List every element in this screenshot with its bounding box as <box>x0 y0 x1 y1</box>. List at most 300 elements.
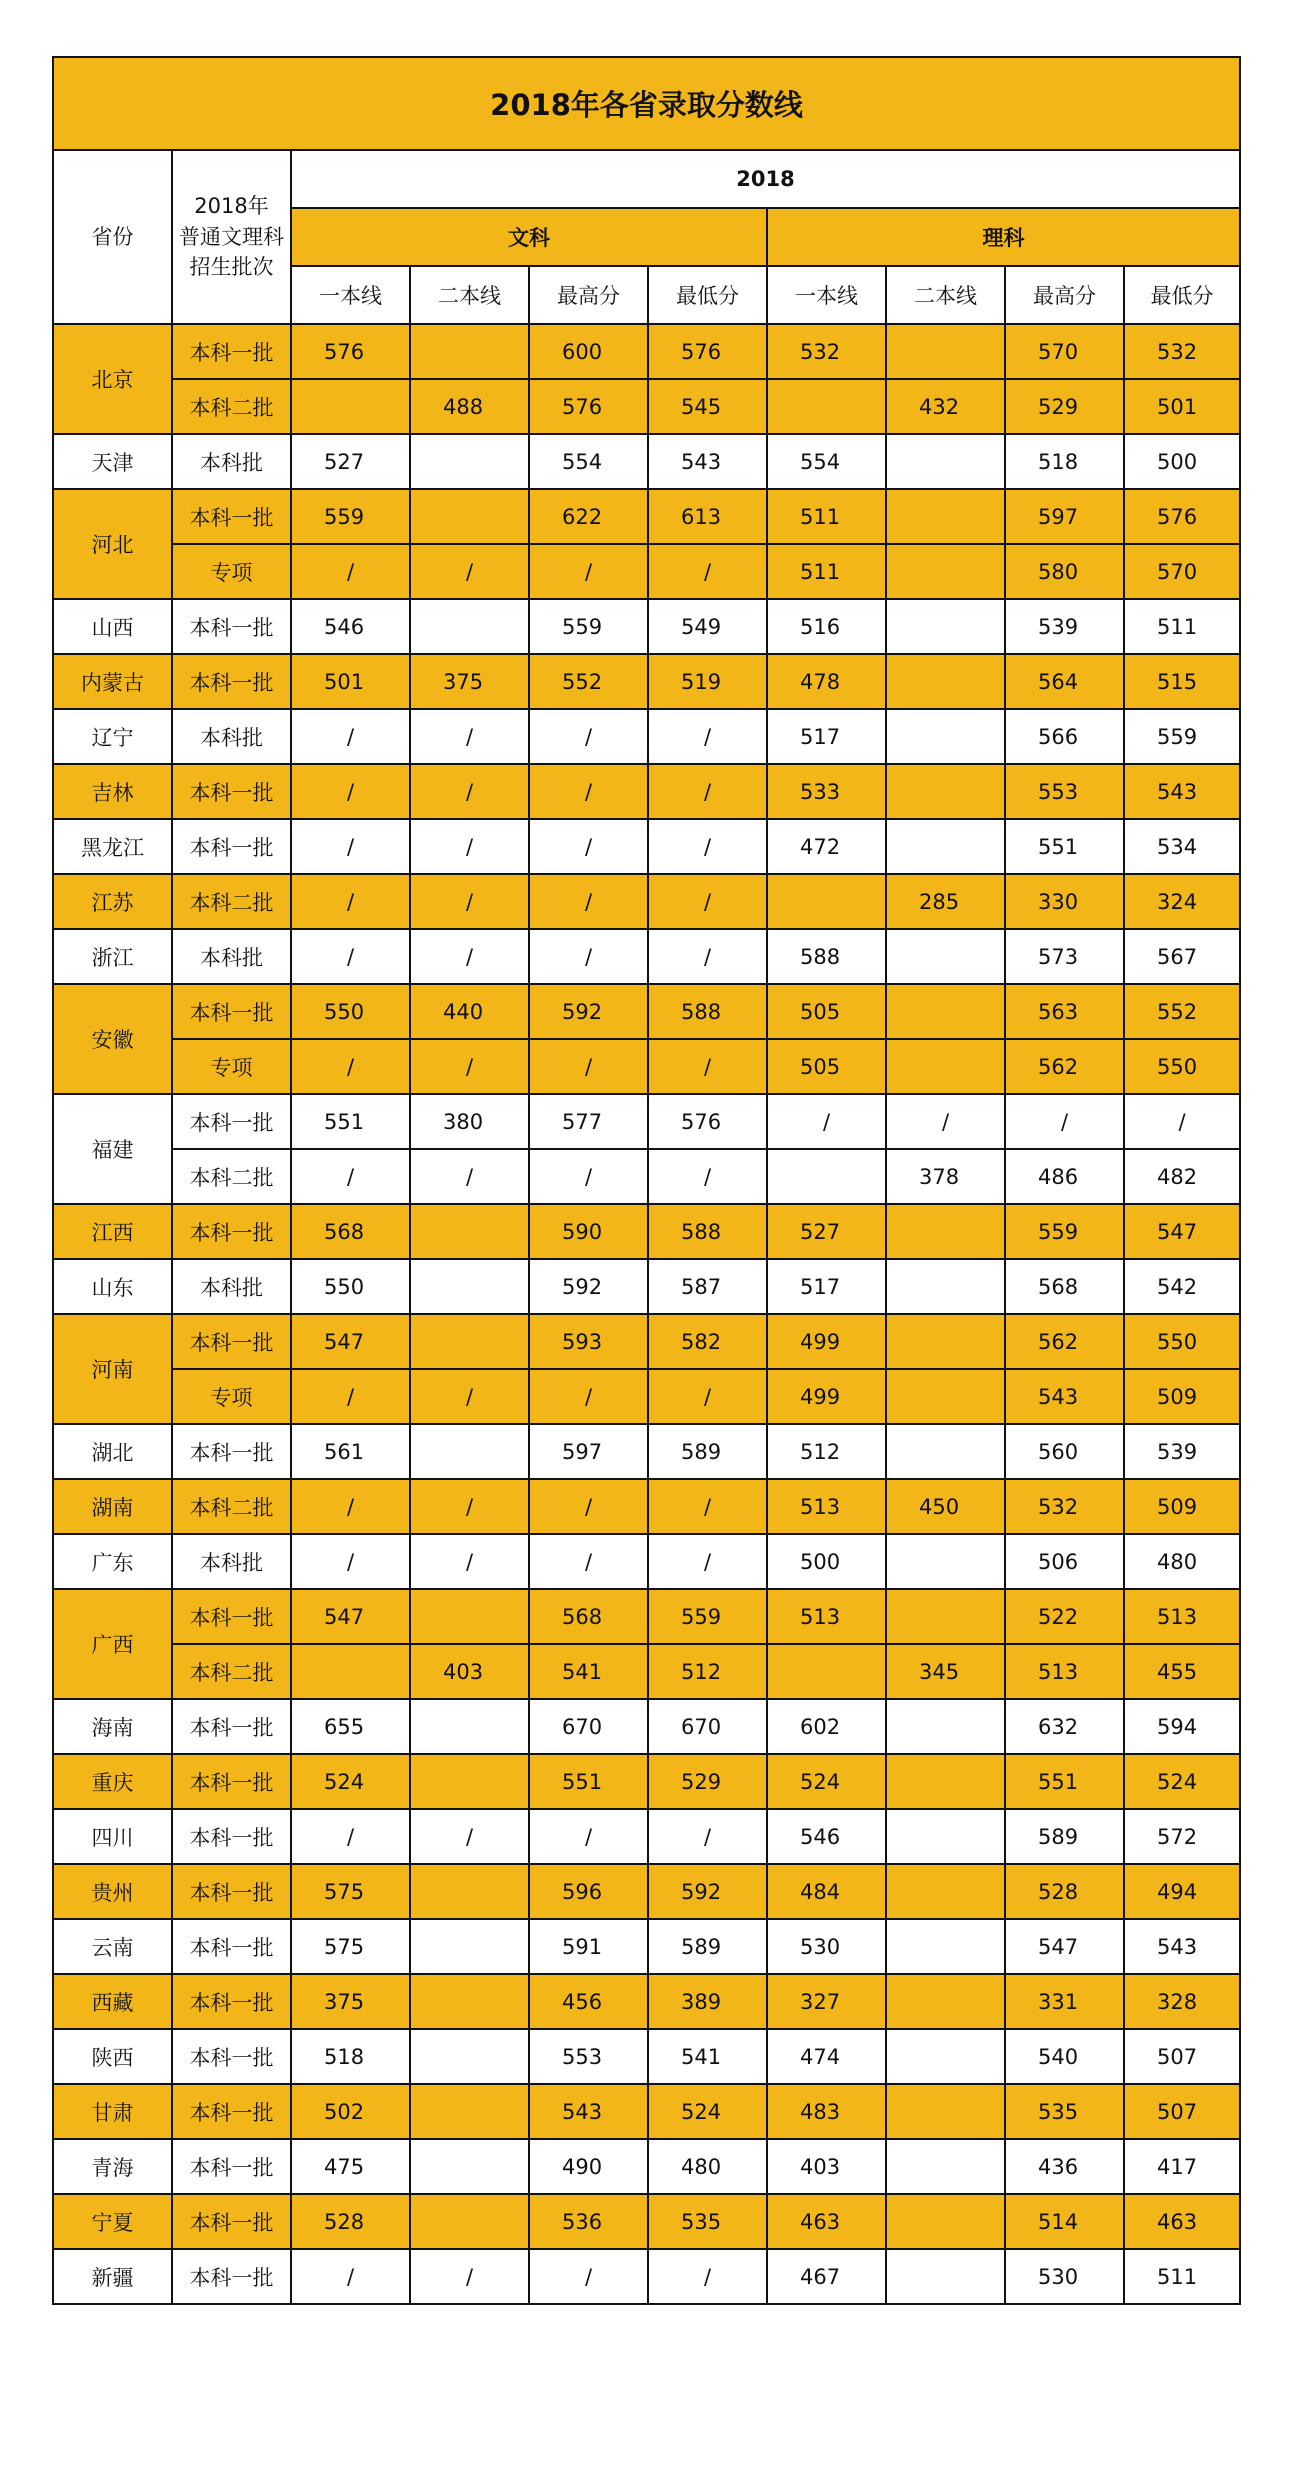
wenke-header: 文科 <box>291 208 767 266</box>
province-cell: 河北 <box>53 489 172 599</box>
score-cell: 515 <box>1124 654 1240 709</box>
score-cell <box>410 1699 529 1754</box>
table-row <box>53 2029 1240 2084</box>
batch-cell: 本科一批 <box>172 489 291 544</box>
province-cell: 福建 <box>53 1094 172 1204</box>
score-cell: 480 <box>1124 1534 1240 1589</box>
province-cell: 江苏 <box>53 874 172 929</box>
province-cell: 北京 <box>53 324 172 434</box>
table-row <box>53 599 1240 654</box>
score-cell: / <box>529 1149 648 1204</box>
score-cell: 543 <box>1124 1919 1240 1974</box>
score-cell <box>886 489 1005 544</box>
batch-cell: 本科一批 <box>172 2139 291 2194</box>
score-cell <box>886 1589 1005 1644</box>
score-cell: 513 <box>1124 1589 1240 1644</box>
score-cell: 488 <box>410 379 529 434</box>
score-cell: / <box>410 1369 529 1424</box>
score-cell <box>886 544 1005 599</box>
batch-cell: 专项 <box>172 1039 291 1094</box>
score-cell <box>767 1644 886 1699</box>
score-cell: / <box>529 709 648 764</box>
table-row <box>53 2139 1240 2194</box>
province-cell: 吉林 <box>53 764 172 819</box>
score-cell: 502 <box>291 2084 410 2139</box>
table-row <box>53 489 1240 544</box>
score-cell: / <box>410 1534 529 1589</box>
score-cell: 597 <box>1005 489 1124 544</box>
batch-cell: 专项 <box>172 544 291 599</box>
score-cell <box>886 2139 1005 2194</box>
score-cell: / <box>648 1039 767 1094</box>
score-cell: 588 <box>767 929 886 984</box>
score-cell: 559 <box>291 489 410 544</box>
score-cell: 494 <box>1124 1864 1240 1919</box>
score-cell: / <box>529 1534 648 1589</box>
score-cell: 484 <box>767 1864 886 1919</box>
province-cell: 安徽 <box>53 984 172 1094</box>
batch-cell: 本科批 <box>172 1534 291 1589</box>
score-cell: / <box>291 1039 410 1094</box>
table-row <box>53 1259 1240 1314</box>
score-cell: 456 <box>529 1974 648 2029</box>
table-row <box>53 874 1240 929</box>
score-cell: 546 <box>291 599 410 654</box>
score-cell: 512 <box>767 1424 886 1479</box>
score-cell: 436 <box>1005 2139 1124 2194</box>
score-cell: 670 <box>648 1699 767 1754</box>
score-cell: 500 <box>767 1534 886 1589</box>
table-row <box>53 1589 1240 1644</box>
score-cell: / <box>291 1369 410 1424</box>
table-row <box>53 1974 1240 2029</box>
score-cell: / <box>291 1149 410 1204</box>
score-cell: 594 <box>1124 1699 1240 1754</box>
like-header: 理科 <box>767 208 1240 266</box>
table-title: 2018年各省录取分数线 <box>53 57 1240 150</box>
table-row <box>53 654 1240 709</box>
score-cell: 532 <box>767 324 886 379</box>
score-cell: / <box>291 1479 410 1534</box>
score-cell: 328 <box>1124 1974 1240 2029</box>
score-cell: 513 <box>1005 1644 1124 1699</box>
score-cell <box>886 1974 1005 2029</box>
score-cell <box>886 819 1005 874</box>
score-cell: 513 <box>767 1589 886 1644</box>
province-header: 省份 <box>53 150 172 324</box>
score-cell: 602 <box>767 1699 886 1754</box>
score-cell <box>410 1259 529 1314</box>
score-cell <box>886 2249 1005 2304</box>
score-cell <box>886 599 1005 654</box>
score-cell: / <box>529 929 648 984</box>
score-cell <box>410 1919 529 1974</box>
score-cell: 593 <box>529 1314 648 1369</box>
score-cell: 550 <box>291 1259 410 1314</box>
score-cell: 475 <box>291 2139 410 2194</box>
score-cell: 553 <box>529 2029 648 2084</box>
score-cell: 516 <box>767 599 886 654</box>
score-cell <box>410 1204 529 1259</box>
score-cell: 509 <box>1124 1479 1240 1534</box>
score-cell: / <box>648 1149 767 1204</box>
col-header: 最低分 <box>1124 266 1240 324</box>
table-row <box>53 709 1240 764</box>
province-cell: 辽宁 <box>53 709 172 764</box>
score-cell <box>886 1314 1005 1369</box>
score-cell: / <box>529 1369 648 1424</box>
score-cell: 327 <box>767 1974 886 2029</box>
score-cell: 547 <box>1124 1204 1240 1259</box>
table-row <box>53 324 1240 379</box>
score-cell: 380 <box>410 1094 529 1149</box>
score-cell: 591 <box>529 1919 648 1974</box>
score-cell: 478 <box>767 654 886 709</box>
score-cell: 480 <box>648 2139 767 2194</box>
score-cell <box>410 1974 529 2029</box>
province-cell: 宁夏 <box>53 2194 172 2249</box>
score-cell: 524 <box>648 2084 767 2139</box>
score-cell: 568 <box>291 1204 410 1259</box>
province-cell: 西藏 <box>53 1974 172 2029</box>
score-cell: / <box>410 709 529 764</box>
score-cell <box>886 1754 1005 1809</box>
batch-cell: 本科批 <box>172 434 291 489</box>
score-cell: 632 <box>1005 1699 1124 1754</box>
score-cell: 403 <box>410 1644 529 1699</box>
score-cell: 559 <box>1124 709 1240 764</box>
batch-cell: 本科一批 <box>172 2029 291 2084</box>
score-cell <box>410 2139 529 2194</box>
score-cell: 499 <box>767 1369 886 1424</box>
score-cell: 455 <box>1124 1644 1240 1699</box>
score-cell: / <box>1124 1094 1240 1149</box>
score-cell: 463 <box>767 2194 886 2249</box>
score-cell: 524 <box>291 1754 410 1809</box>
table-row <box>53 1864 1240 1919</box>
score-cell: / <box>529 1809 648 1864</box>
score-cell: 331 <box>1005 1974 1124 2029</box>
batch-cell: 本科一批 <box>172 324 291 379</box>
score-cell: / <box>410 2249 529 2304</box>
score-cell: / <box>291 2249 410 2304</box>
province-cell: 重庆 <box>53 1754 172 1809</box>
score-cell: 511 <box>1124 2249 1240 2304</box>
score-cell: 670 <box>529 1699 648 1754</box>
score-cell <box>886 1919 1005 1974</box>
batch-cell: 本科批 <box>172 929 291 984</box>
score-cell: 547 <box>291 1589 410 1644</box>
score-cell: 576 <box>291 324 410 379</box>
score-cell: 522 <box>1005 1589 1124 1644</box>
score-cell: 440 <box>410 984 529 1039</box>
score-cell: / <box>648 819 767 874</box>
score-cell: 450 <box>886 1479 1005 1534</box>
score-cell <box>886 1039 1005 1094</box>
score-cell: 524 <box>1124 1754 1240 1809</box>
score-cell: 330 <box>1005 874 1124 929</box>
score-cell: 550 <box>291 984 410 1039</box>
score-cell: / <box>648 2249 767 2304</box>
score-cell: 551 <box>291 1094 410 1149</box>
table-row <box>53 984 1240 1039</box>
score-cell: 576 <box>648 1094 767 1149</box>
score-cell: / <box>291 709 410 764</box>
score-cell <box>410 1754 529 1809</box>
score-cell: 543 <box>1124 764 1240 819</box>
table-row <box>53 1534 1240 1589</box>
score-cell <box>886 654 1005 709</box>
batch-header-line: 招生批次 <box>189 255 274 280</box>
table-row <box>53 434 1240 489</box>
col-header: 二本线 <box>886 266 1005 324</box>
score-cell: / <box>291 544 410 599</box>
batch-cell: 本科一批 <box>172 654 291 709</box>
score-cell: / <box>529 2249 648 2304</box>
score-cell: 533 <box>767 764 886 819</box>
score-cell: / <box>886 1094 1005 1149</box>
score-cell: / <box>529 1039 648 1094</box>
score-cell <box>767 1149 886 1204</box>
province-cell: 甘肃 <box>53 2084 172 2139</box>
score-cell: 543 <box>1005 1369 1124 1424</box>
score-cell <box>291 1644 410 1699</box>
score-cell: 550 <box>1124 1039 1240 1094</box>
score-cell <box>410 2194 529 2249</box>
batch-cell: 本科一批 <box>172 819 291 874</box>
score-cell: 592 <box>529 1259 648 1314</box>
score-cell: 564 <box>1005 654 1124 709</box>
score-cell: 559 <box>1005 1204 1124 1259</box>
score-cell <box>886 929 1005 984</box>
score-cell: 512 <box>648 1644 767 1699</box>
score-cell: 499 <box>767 1314 886 1369</box>
score-cell: / <box>648 544 767 599</box>
score-cell <box>410 1314 529 1369</box>
batch-cell: 本科二批 <box>172 379 291 434</box>
score-cell: 551 <box>1005 1754 1124 1809</box>
table-body <box>53 324 1240 2304</box>
score-cell: 600 <box>529 324 648 379</box>
score-cell: 532 <box>1005 1479 1124 1534</box>
score-cell: 532 <box>1124 324 1240 379</box>
score-cell: 575 <box>291 1919 410 1974</box>
score-cell: 527 <box>291 434 410 489</box>
batch-cell: 本科一批 <box>172 764 291 819</box>
score-cell: 513 <box>767 1479 886 1534</box>
batch-cell: 本科批 <box>172 1259 291 1314</box>
score-cell: 551 <box>529 1754 648 1809</box>
score-cell: / <box>410 819 529 874</box>
score-cell <box>886 764 1005 819</box>
score-cell <box>410 324 529 379</box>
score-cell: 655 <box>291 1699 410 1754</box>
score-cell: 580 <box>1005 544 1124 599</box>
score-cell: 518 <box>291 2029 410 2084</box>
score-cell: 588 <box>648 984 767 1039</box>
score-cell: 534 <box>1124 819 1240 874</box>
score-cell: 324 <box>1124 874 1240 929</box>
score-cell: 517 <box>767 1259 886 1314</box>
score-cell: 552 <box>1124 984 1240 1039</box>
score-cell: 597 <box>529 1424 648 1479</box>
score-cell: 506 <box>1005 1534 1124 1589</box>
score-cell: 552 <box>529 654 648 709</box>
score-cell: 589 <box>648 1919 767 1974</box>
score-cell: 572 <box>1124 1809 1240 1864</box>
score-cell: / <box>648 764 767 819</box>
province-cell: 四川 <box>53 1809 172 1864</box>
batch-cell: 本科一批 <box>172 1204 291 1259</box>
province-cell: 天津 <box>53 434 172 489</box>
province-cell: 广西 <box>53 1589 172 1699</box>
score-cell: 567 <box>1124 929 1240 984</box>
score-cell: 562 <box>1005 1314 1124 1369</box>
province-cell: 新疆 <box>53 2249 172 2304</box>
table-row <box>53 1699 1240 1754</box>
score-cell: 529 <box>1005 379 1124 434</box>
col-header: 一本线 <box>291 266 410 324</box>
score-cell <box>886 709 1005 764</box>
score-cell <box>767 874 886 929</box>
score-cell: 518 <box>1005 434 1124 489</box>
score-cell: 542 <box>1124 1259 1240 1314</box>
score-cell: 389 <box>648 1974 767 2029</box>
score-cell: 549 <box>648 599 767 654</box>
score-cell: 587 <box>648 1259 767 1314</box>
score-cell: 540 <box>1005 2029 1124 2084</box>
table-row <box>53 764 1240 819</box>
table-row <box>53 2194 1240 2249</box>
score-cell: 539 <box>1124 1424 1240 1479</box>
table-row <box>53 1644 1240 1699</box>
batch-cell: 本科二批 <box>172 874 291 929</box>
score-cell: 613 <box>648 489 767 544</box>
score-cell: 543 <box>648 434 767 489</box>
score-cell <box>410 434 529 489</box>
score-cell: 500 <box>1124 434 1240 489</box>
score-cell: 528 <box>1005 1864 1124 1919</box>
batch-header <box>172 150 291 324</box>
score-cell <box>410 2029 529 2084</box>
batch-header-line: 普通文理科 <box>179 224 284 249</box>
score-cell: / <box>291 1534 410 1589</box>
score-cell: 553 <box>1005 764 1124 819</box>
score-cell: 563 <box>1005 984 1124 1039</box>
score-cell: 568 <box>529 1589 648 1644</box>
score-cell: 562 <box>1005 1039 1124 1094</box>
score-cell: 472 <box>767 819 886 874</box>
col-header: 最高分 <box>529 266 648 324</box>
col-header: 最低分 <box>648 266 767 324</box>
table-row <box>53 1479 1240 1534</box>
score-cell: 378 <box>886 1149 1005 1204</box>
score-table-container <box>52 56 1241 2305</box>
score-cell: 345 <box>886 1644 1005 1699</box>
table-row <box>53 1754 1240 1809</box>
score-cell <box>886 1369 1005 1424</box>
score-cell: 530 <box>1005 2249 1124 2304</box>
score-cell: 546 <box>767 1809 886 1864</box>
col-header: 一本线 <box>767 266 886 324</box>
batch-cell: 本科批 <box>172 709 291 764</box>
score-cell: 463 <box>1124 2194 1240 2249</box>
table-row <box>53 1094 1240 1149</box>
score-cell: / <box>410 929 529 984</box>
score-cell: 417 <box>1124 2139 1240 2194</box>
score-cell <box>767 379 886 434</box>
score-table <box>52 56 1241 2305</box>
score-cell: 541 <box>529 1644 648 1699</box>
score-cell: / <box>648 1534 767 1589</box>
score-cell <box>886 1204 1005 1259</box>
province-cell: 浙江 <box>53 929 172 984</box>
score-cell: / <box>291 819 410 874</box>
province-cell: 云南 <box>53 1919 172 1974</box>
score-cell <box>886 324 1005 379</box>
score-cell: 576 <box>648 324 767 379</box>
table-row <box>53 1369 1240 1424</box>
score-cell <box>886 1864 1005 1919</box>
batch-cell: 本科一批 <box>172 1094 291 1149</box>
score-cell: 511 <box>1124 599 1240 654</box>
score-cell <box>291 379 410 434</box>
table-row <box>53 1424 1240 1479</box>
score-cell: / <box>529 819 648 874</box>
table-row <box>53 1314 1240 1369</box>
province-cell: 陕西 <box>53 2029 172 2084</box>
batch-cell: 本科一批 <box>172 1754 291 1809</box>
score-cell: 539 <box>1005 599 1124 654</box>
score-cell: 524 <box>767 1754 886 1809</box>
score-cell: 509 <box>1124 1369 1240 1424</box>
score-cell: 561 <box>291 1424 410 1479</box>
score-cell: / <box>529 764 648 819</box>
batch-cell: 本科一批 <box>172 1809 291 1864</box>
score-cell: / <box>410 1039 529 1094</box>
score-cell <box>410 1864 529 1919</box>
score-cell: 536 <box>529 2194 648 2249</box>
score-cell: 576 <box>1124 489 1240 544</box>
score-cell: / <box>291 1809 410 1864</box>
score-cell: 596 <box>529 1864 648 1919</box>
score-cell <box>886 2029 1005 2084</box>
score-cell: 514 <box>1005 2194 1124 2249</box>
score-cell: 592 <box>529 984 648 1039</box>
batch-cell: 本科一批 <box>172 2084 291 2139</box>
score-cell: 474 <box>767 2029 886 2084</box>
score-cell: 527 <box>767 1204 886 1259</box>
score-cell: / <box>410 874 529 929</box>
province-cell: 广东 <box>53 1534 172 1589</box>
score-cell: 535 <box>648 2194 767 2249</box>
table-row <box>53 1919 1240 1974</box>
score-cell: 511 <box>767 544 886 599</box>
score-cell: 551 <box>1005 819 1124 874</box>
score-cell: 482 <box>1124 1149 1240 1204</box>
score-cell: 577 <box>529 1094 648 1149</box>
score-cell: / <box>291 929 410 984</box>
score-cell: / <box>291 764 410 819</box>
score-cell: 467 <box>767 2249 886 2304</box>
score-cell <box>886 434 1005 489</box>
score-cell <box>886 1699 1005 1754</box>
province-cell: 贵州 <box>53 1864 172 1919</box>
table-row <box>53 819 1240 874</box>
score-cell: 507 <box>1124 2029 1240 2084</box>
score-cell: 507 <box>1124 2084 1240 2139</box>
score-cell: / <box>529 874 648 929</box>
